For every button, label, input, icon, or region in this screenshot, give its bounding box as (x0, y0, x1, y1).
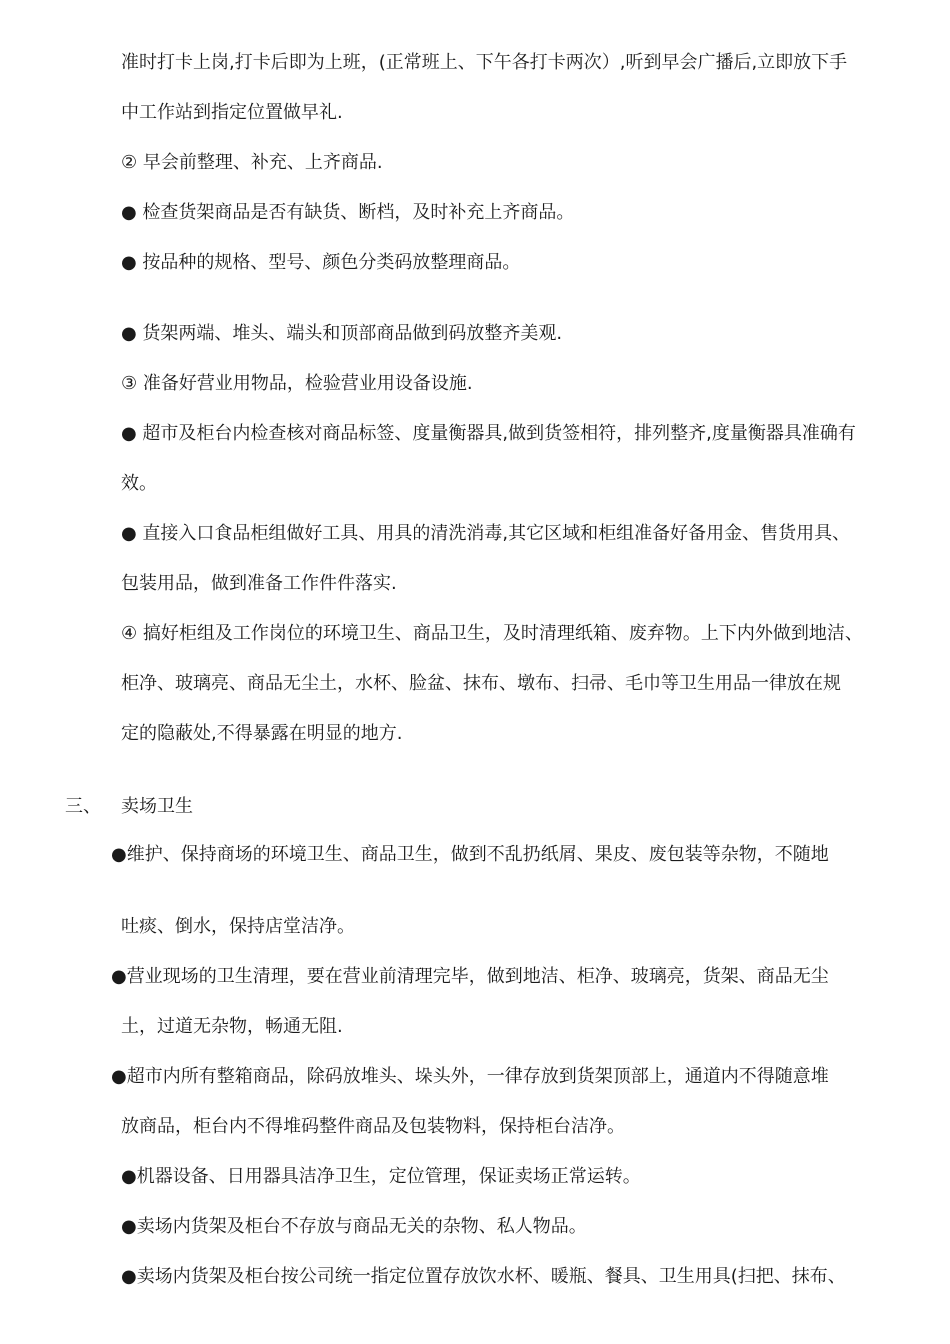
numbered-item: ② 早会前整理、补充、上齐商品. (121, 152, 383, 173)
bullet-item: ● 超市及柜台内检查核对商品标签、度量衡器具,做到货签相符，排列整齐,度量衡器具准确有 (121, 423, 856, 444)
section-heading (65, 795, 193, 819)
bullet-item-continuation: 放商品，柜台内不得堆码整件商品及包装物料，保持柜台洁净。 (121, 1116, 625, 1137)
bullet-item: ● 直接入口食品柜组做好工具、用具的清洗消毒,其它区域和柜组准备好备用金、售货用具、 (121, 523, 851, 544)
bullet-item: ●机器设备、日用器具洁净卫生，定位管理，保证卖场正常运转。 (121, 1166, 641, 1187)
section-number: 三、 (65, 796, 101, 817)
bullet-item: ● 检查货架商品是否有缺货、断档，及时补充上齐商品。 (121, 202, 575, 223)
section-title: 卖场卫生 (121, 796, 193, 817)
bullet-item: ●维护、保持商场的环境卫生、商品卫生，做到不乱扔纸屑、果皮、废包装等杂物，不随地 (111, 844, 829, 865)
numbered-item-continuation: 定的隐蔽处,不得暴露在明显的地方. (121, 723, 403, 744)
bullet-item: ●卖场内货架及柜台不存放与商品无关的杂物、私人物品。 (121, 1216, 587, 1237)
bullet-item-continuation: 包装用品，做到准备工作件件落实. (121, 573, 397, 594)
bullet-item-continuation: 土，过道无杂物，畅通无阻. (121, 1016, 343, 1037)
bullet-item-continuation: 吐痰、倒水，保持店堂洁净。 (121, 916, 355, 937)
bullet-item: ● 按品种的规格、型号、颜色分类码放整理商品。 (121, 252, 521, 273)
paragraph-line: 准时打卡上岗,打卡后即为上班，(正常班上、下午各打卡两次）,听到早会广播后,立即放下手 (121, 52, 848, 73)
numbered-item: ③ 准备好营业用物品，检验营业用设备设施. (121, 373, 473, 394)
numbered-item-continuation: 柜净、玻璃亮、商品无尘土，水杯、脸盆、抹布、墩布、扫帚、毛巾等卫生用品一律放在规 (121, 673, 841, 694)
bullet-item: ●营业现场的卫生清理，要在营业前清理完毕，做到地洁、柜净、玻璃亮，货架、商品无尘 (111, 966, 829, 987)
bullet-item: ● 货架两端、堆头、端头和顶部商品做到码放整齐美观. (121, 323, 563, 344)
bullet-item: ●卖场内货架及柜台按公司统一指定位置存放饮水杯、暖瓶、餐具、卫生用具(扫把、抹布、 (121, 1266, 846, 1287)
bullet-item: ●超市内所有整箱商品，除码放堆头、垛头外，一律存放到货架顶部上，通道内不得随意堆 (111, 1066, 829, 1087)
numbered-item: ④ 搞好柜组及工作岗位的环境卫生、商品卫生，及时清理纸箱、废弃物。上下内外做到地洁、 (121, 623, 863, 644)
paragraph-line: 中工作站到指定位置做早礼. (121, 102, 343, 123)
bullet-item-continuation: 效。 (121, 473, 157, 494)
